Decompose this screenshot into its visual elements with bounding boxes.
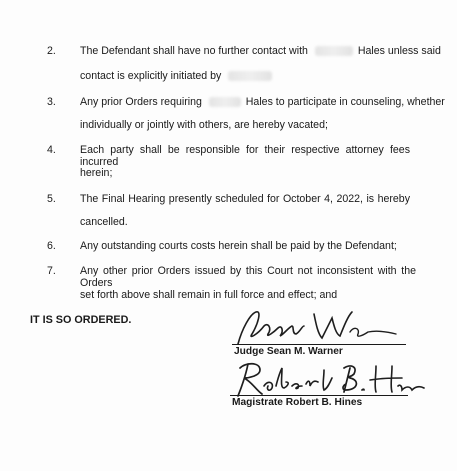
item-text-line: Any outstanding courts costs herein shall be paid by the Defendant; [80, 240, 397, 252]
item-number: 2. [47, 45, 56, 57]
item-text-line: Each party shall be responsible for their respective attorney fees incurred [80, 144, 410, 168]
item-text-line: Any other prior Orders issued by this Court not inconsistent with the Orders [80, 265, 416, 289]
item-text-line [80, 70, 272, 82]
item-text-line [80, 96, 445, 108]
item-text-line: cancelled. [80, 216, 128, 228]
item-text-line: herein; [80, 167, 113, 179]
item-text-line: individually or jointly with others, are hereby vacated; [80, 119, 328, 131]
redacted-name [209, 97, 241, 107]
redacted-name [228, 71, 272, 81]
item-text-line: The Final Hearing presently scheduled for October 4, 2022, is hereby [80, 193, 410, 205]
item-number: 7. [47, 265, 56, 277]
magistrate-name: Magistrate Robert B. Hines [232, 397, 363, 408]
judge-name: Judge Sean M. Warner [234, 346, 343, 357]
redacted-name [315, 46, 353, 56]
item-text-part: The Defendant shall have no further contact with [80, 45, 308, 57]
item-number: 6. [47, 240, 56, 252]
item-text-part: Hales to participate in counseling, whether [245, 96, 445, 108]
item-number: 5. [47, 193, 56, 205]
item-text-part: Any prior Orders requiring [80, 96, 202, 108]
item-text-part: Hales unless said [357, 45, 441, 57]
item-number: 3. [47, 96, 56, 108]
item-text-line: set forth above shall remain in full force and effect; and [80, 289, 338, 301]
item-number: 4. [47, 144, 56, 156]
closing-statement: IT IS SO ORDERED. [30, 314, 132, 326]
item-text-part: contact is explicitly initiated by [80, 70, 222, 82]
item-text-line [80, 45, 441, 57]
